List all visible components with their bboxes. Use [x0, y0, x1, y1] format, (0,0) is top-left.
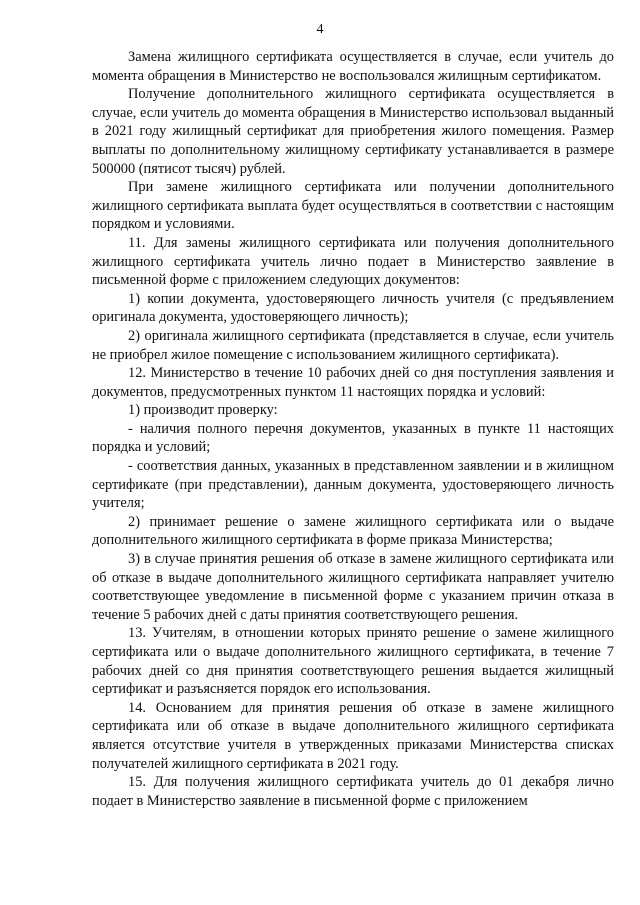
- paragraph: 14. Основанием для принятия решения об отказе в замене жилищного сертификата или об отказе в выдаче дополнительного жилищного сертификата является отсутствие учителя в утвержденных приказами Министерства списках получателей жилищного сертификата в 2021 году.: [92, 699, 614, 772]
- list-item: 1) копии документа, удостоверяющего личность учителя (с предъявлением оригинала документа, удостоверяющего личность);: [92, 290, 614, 326]
- paragraph: Получение дополнительного жилищного сертификата осуществляется в случае, если учитель до момента обращения в Министерство использовал выданный в 2021 году жилищный сертификат для приобретения жилого помещения. Размер выплаты по дополнительному жилищному сертификату устанавливается в размере 500000 (пятисот тысяч) рублей.: [92, 86, 614, 177]
- list-item: 1) производит проверку:: [128, 402, 278, 419]
- list-item: 3) в случае принятия решения об отказе в замене жилищного сертификата или об отказе в выдаче дополнительного жилищного сертификата направляет учителю соответствующее уведомление в письменной форме с указанием причин отказа в течение 5 рабочих дней с даты принятия соответствующего решения.: [92, 551, 614, 623]
- body-text: [92, 48, 614, 810]
- paragraph: 15. Для получения жилищного сертификата учитель до 01 декабря лично подает в Министерство заявление в письменной форме с приложением: [92, 774, 614, 809]
- paragraph: 12. Министерство в течение 10 рабочих дней со дня поступления заявления и документов, предусмотренных пунктом 11 настоящих порядка и условий:: [92, 365, 614, 400]
- paragraph: 13. Учителям, в отношении которых принято решение о замене жилищного сертификата или о выдаче дополнительного жилищного сертификата, в течение 7 рабочих дней со дня принятия соответствующего решения выдается жилищный сертификат и разъясняется порядок его использования.: [92, 625, 614, 698]
- paragraph: 11. Для замены жилищного сертификата или получения дополнительного жилищного сертификата учитель лично подает в Министерство заявление в письменной форме с приложением следующих документов:: [92, 234, 614, 289]
- list-item: - наличия полного перечня документов, указанных в пункте 11 настоящих порядка и условий;: [92, 420, 614, 456]
- list-item: - соответствия данных, указанных в представленном заявлении и в жилищном сертификате (при представлении), данным документа, удостоверяющего личность учителя;: [92, 458, 614, 512]
- page-number: 4: [316, 22, 324, 37]
- paragraph: При замене жилищного сертификата или получении дополнительного жилищного сертификата выплата будет осуществляться в соответствии с настоящим порядком и условиями.: [92, 179, 614, 233]
- list-item: 2) принимает решение о замене жилищного сертификата или о выдаче дополнительного жилищного сертификата в форме приказа Министерства;: [92, 513, 614, 549]
- list-item: 2) оригинала жилищного сертификата (представляется в случае, если учитель не приобрел жилое помещение с использованием жилищного сертификата).: [92, 327, 614, 363]
- paragraph: Замена жилищного сертификата осуществляется в случае, если учитель до момента обращения в Министерство не воспользовался жилищным сертификатом.: [92, 49, 614, 84]
